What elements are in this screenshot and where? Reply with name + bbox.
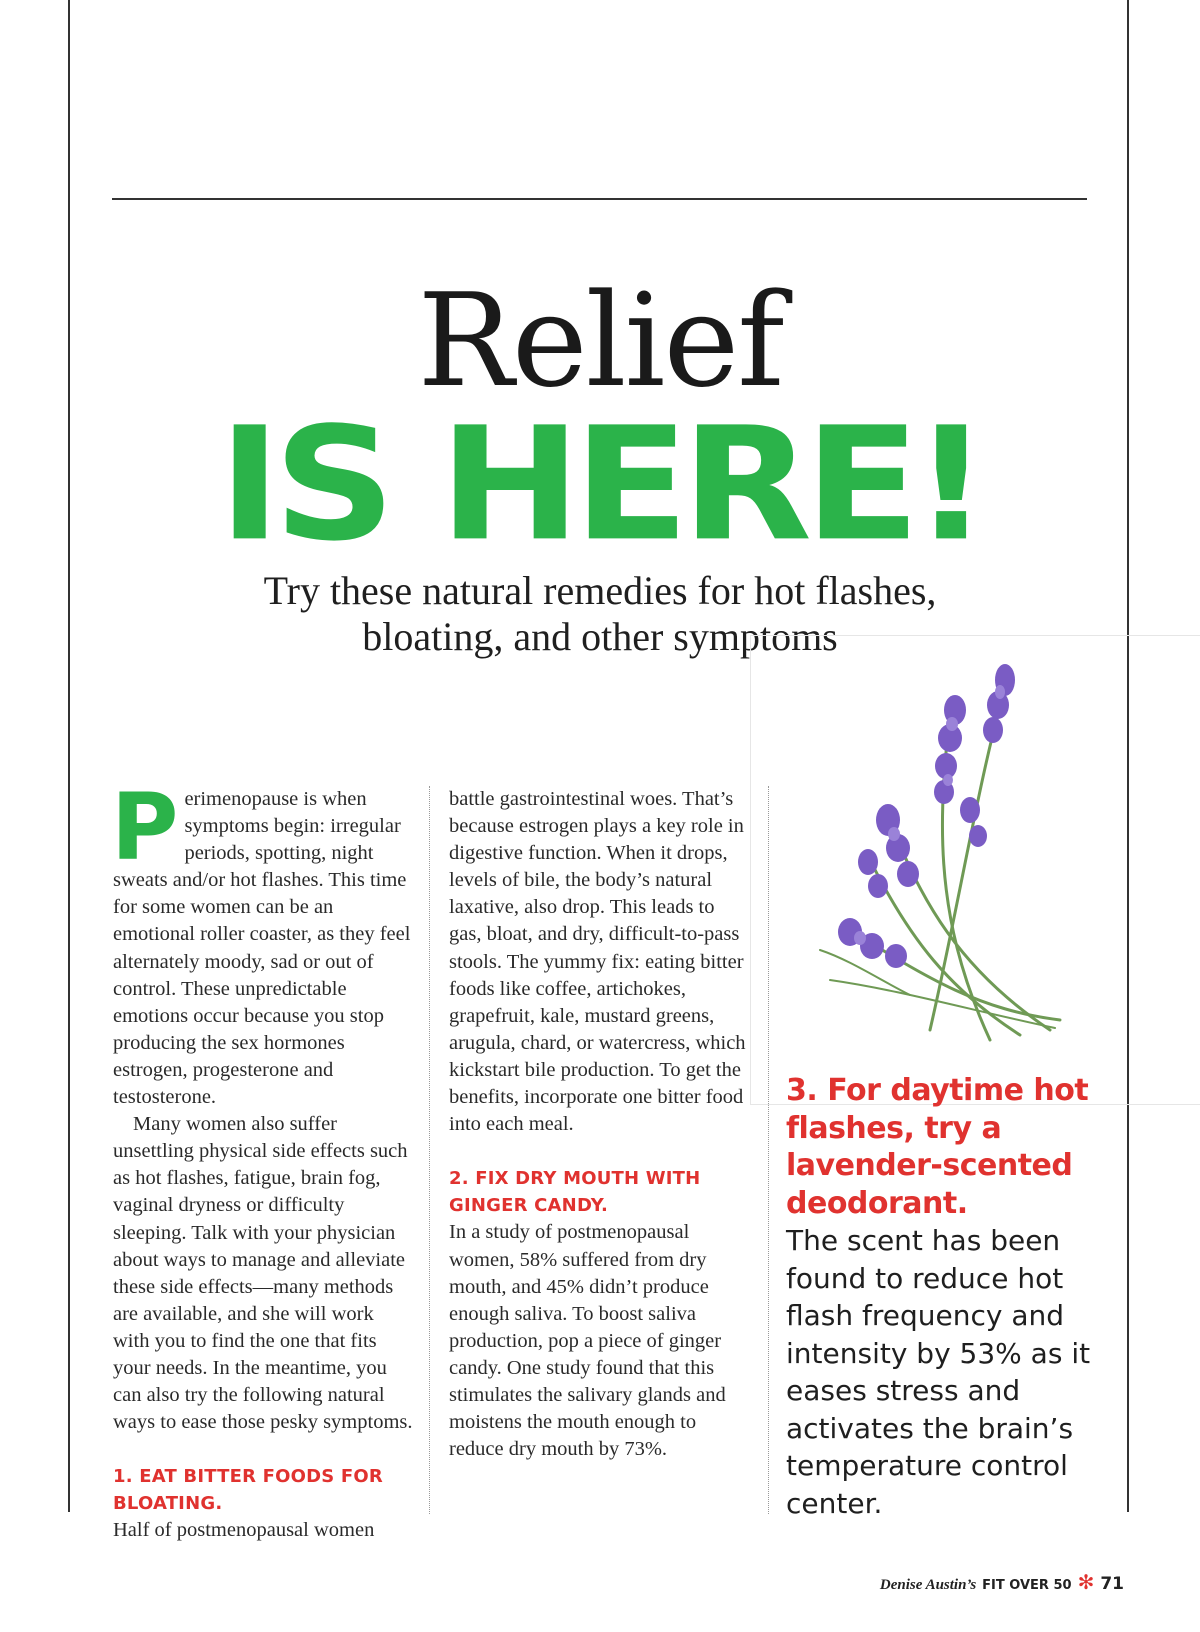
tip-3-body: The scent has been found to reduce hot flash frequency and intensity by 53% as it eases stress and activates the brain’s temperature control center. — [786, 1224, 1091, 1520]
paragraph-2: Many women also suffer unsettling physical side effects such as hot flashes, fatigue, brain fog, vaginal dryness or difficulty sleeping. Talk with your physician about ways to manage and alleviate these side effects—many methods are available, and she will work with you to find the one that fits your needs. In the meantime, you can also try the following natural ways to ease those pesky symptoms. — [113, 1113, 413, 1434]
left-margin-rule — [68, 0, 70, 1512]
article-column-1 — [111, 774, 413, 1545]
section-2-text: In a study of postmenopausal women, 58% suffered from dry mouth, and 45% didn’t produce enough saliva. To boost saliva production, pop a piece of ginger candy. One study found that this stimulates the salivary glands and moistens the mouth enough to reduce dry mouth by 73%. — [449, 1221, 726, 1461]
section-1-text: Half of postmenopausal women — [113, 1519, 375, 1542]
intro-paragraph — [111, 774, 413, 1111]
tip-3-heading: 3. For daytime hot flashes, try a lavender-scented deodorant. — [786, 1073, 1089, 1221]
section-heading-1: 1. EAT BITTER FOODS FOR BLOATING. — [113, 1466, 383, 1515]
section-heading-2: 2. FIX DRY MOUTH WITH GINGER CANDY. — [449, 1168, 701, 1217]
section-1-continued: battle gastrointestinal woes. That’s because estrogen plays a key role in digestive function. When it drops, levels of bile, the body’s natural laxative, also drop. This leads to gas, bloat, and dry, difficult-to-pass stools. The yummy fix: eating bitter foods like coffee, artichokes, grapefruit, kale, mustard greens, arugula, chard, or watercress, which kickstart bile production. To get the benefits, incorporate one bitter food into each meal. — [449, 788, 746, 1136]
title-is-here: IS HERE! — [218, 393, 982, 577]
article-column-2 — [449, 786, 749, 1463]
asterisk-icon: ✻ — [1077, 1570, 1095, 1594]
page-footer — [880, 1570, 1124, 1594]
page-number: 71 — [1100, 1574, 1124, 1594]
top-horizontal-rule — [112, 198, 1087, 200]
footer-brand-title: FIT OVER 50 — [982, 1578, 1072, 1593]
lavender-illustration — [810, 650, 1070, 1050]
intro-text: erimenopause is when symptoms begin: irregular periods, spotting, night sweats and/or hot flashes. This time for some women can be an emotional roller coaster, as they feel alternately moody, sad or out of control. These unpredictable emotions occur because you stop producing the sex hormones estrogen, progesterone and testosterone. — [113, 788, 411, 1109]
drop-cap: P — [111, 774, 177, 881]
title-relief: Relief — [417, 267, 783, 416]
subtitle-line-1: Try these natural remedies for hot flashes, — [263, 568, 937, 613]
column-divider-1 — [429, 786, 430, 1514]
footer-brand-name: Denise Austin’s — [879, 1577, 977, 1593]
subtitle-line-2: bloating, and other symptoms — [362, 614, 838, 659]
